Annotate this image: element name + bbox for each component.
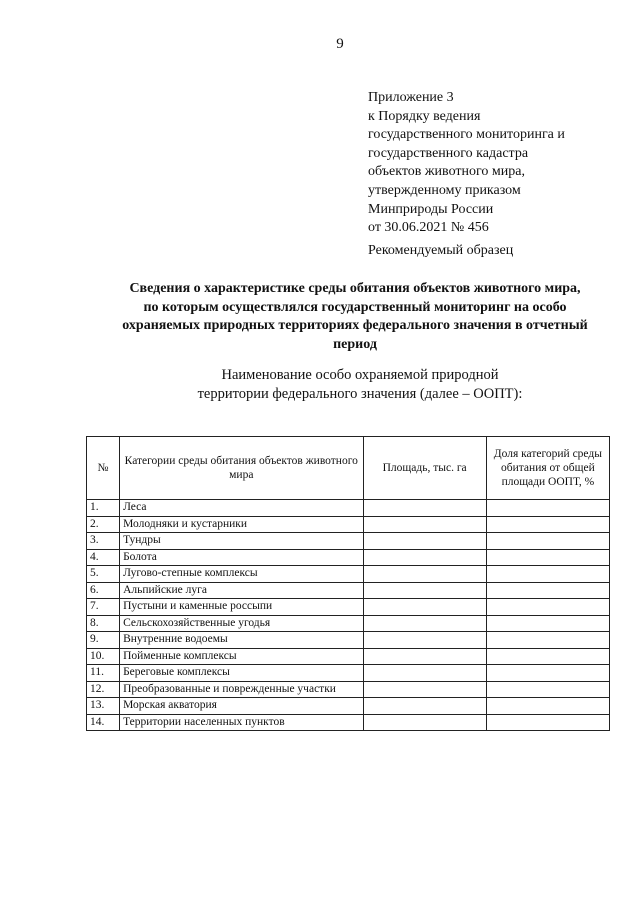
row-number: 4. [87, 549, 120, 566]
appendix-line: объектов животного мира, [368, 164, 525, 180]
row-category: Береговые комплексы [120, 665, 363, 682]
row-share [486, 665, 609, 682]
table-row [87, 599, 610, 616]
row-area [363, 632, 486, 649]
row-share [486, 599, 609, 616]
row-area [363, 549, 486, 566]
appendix-line: государственного мониторинга и [368, 127, 565, 143]
table-row [87, 665, 610, 682]
header-share: Доля категорий среды обитания от общей площади ООПТ, % [486, 437, 609, 500]
row-number: 1. [87, 500, 120, 517]
header-number: № [87, 437, 120, 500]
row-number: 14. [87, 714, 120, 731]
row-number: 9. [87, 632, 120, 649]
row-share [486, 714, 609, 731]
row-area [363, 615, 486, 632]
table-row [87, 533, 610, 550]
row-share [486, 566, 609, 583]
appendix-line: от 30.06.2021 № 456 [368, 220, 489, 236]
subtitle-line: территории федерального значения (далее – ООПТ): [197, 386, 523, 402]
row-share [486, 648, 609, 665]
appendix-line: утвержденному приказом [368, 182, 521, 198]
appendix-line: государственного кадастра [368, 145, 529, 161]
row-share [486, 615, 609, 632]
row-category: Преобразованные и поврежденные участки [120, 681, 363, 698]
subtitle-line: Наименование особо охраняемой природной [221, 367, 499, 383]
row-category: Лугово-степные комплексы [120, 566, 363, 583]
row-share [486, 549, 609, 566]
row-category: Болота [120, 549, 363, 566]
table-row [87, 615, 610, 632]
row-number: 11. [87, 665, 120, 682]
row-number: 10. [87, 648, 120, 665]
table-row [87, 681, 610, 698]
row-category: Морская акватория [120, 698, 363, 715]
row-area [363, 516, 486, 533]
row-category: Леса [120, 500, 363, 517]
row-category: Внутренние водоемы [120, 632, 363, 649]
row-number: 7. [87, 599, 120, 616]
row-share [486, 516, 609, 533]
document-title [90, 280, 620, 354]
habitat-table [86, 436, 610, 731]
appendix-line: Приложение 3 [368, 90, 454, 105]
row-area [363, 500, 486, 517]
table-row [87, 500, 610, 517]
sample-label: Рекомендуемый образец [368, 243, 514, 258]
row-number: 5. [87, 566, 120, 583]
row-category: Пустыни и каменные россыпи [120, 599, 363, 616]
appendix-line: Минприроды России [368, 201, 494, 217]
row-number: 12. [87, 681, 120, 698]
row-area [363, 714, 486, 731]
table-row [87, 648, 610, 665]
appendix-line: к Порядку ведения [368, 108, 481, 124]
row-area [363, 582, 486, 599]
table-body [87, 500, 610, 731]
title-line: Сведения о характеристике среды обитания объектов животного мира, [129, 281, 581, 296]
row-number: 6. [87, 582, 120, 599]
row-number: 3. [87, 533, 120, 550]
header-category: Категории среды обитания объектов животного мира [120, 437, 363, 500]
table-row [87, 582, 610, 599]
row-category: Альпийские луга [120, 582, 363, 599]
table-row [87, 698, 610, 715]
row-number: 2. [87, 516, 120, 533]
row-area [363, 665, 486, 682]
row-area [363, 681, 486, 698]
appendix-block [368, 89, 628, 238]
header-area: Площадь, тыс. га [363, 437, 486, 500]
row-category: Молодняки и кустарники [120, 516, 363, 533]
table-row [87, 516, 610, 533]
row-share [486, 500, 609, 517]
oopt-name-caption [110, 366, 610, 404]
row-category: Сельскохозяйственные угодья [120, 615, 363, 632]
row-area [363, 698, 486, 715]
title-line: период [333, 336, 377, 352]
row-category: Тундры [120, 533, 363, 550]
title-line: по которым осуществлялся государственный мониторинг на особо [143, 299, 567, 315]
row-area [363, 648, 486, 665]
row-category: Пойменные комплексы [120, 648, 363, 665]
row-share [486, 698, 609, 715]
table-row [87, 632, 610, 649]
row-share [486, 632, 609, 649]
row-area [363, 533, 486, 550]
row-category: Территории населенных пунктов [120, 714, 363, 731]
page-number: 9 [336, 36, 344, 52]
row-area [363, 566, 486, 583]
table-row [87, 566, 610, 583]
table-header-row [87, 437, 610, 500]
row-number: 8. [87, 615, 120, 632]
table-row [87, 714, 610, 731]
row-share [486, 681, 609, 698]
table-row [87, 549, 610, 566]
row-number: 13. [87, 698, 120, 715]
row-share [486, 533, 609, 550]
row-share [486, 582, 609, 599]
row-area [363, 599, 486, 616]
title-line: охраняемых природных территориях федерального значения в отчетный [122, 318, 588, 334]
